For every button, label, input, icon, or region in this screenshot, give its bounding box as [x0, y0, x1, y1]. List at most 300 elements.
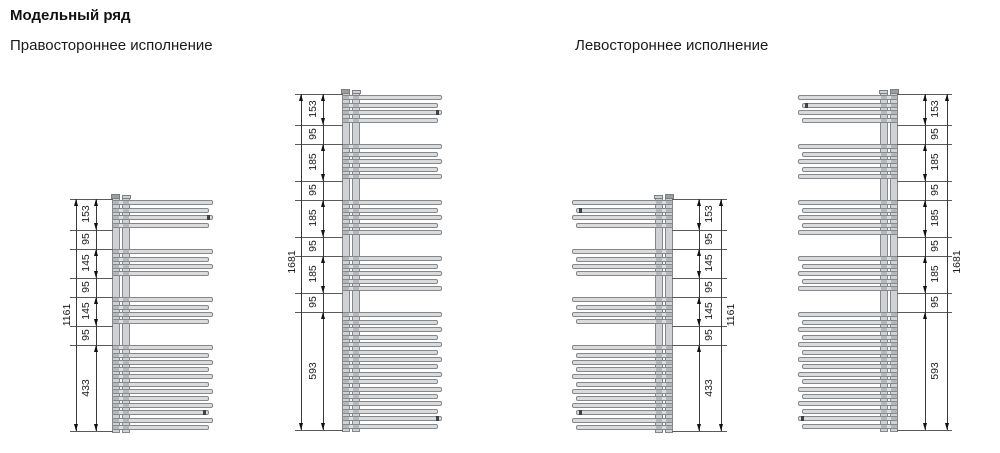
tube-pipe-junction — [891, 209, 897, 212]
tube-pipe-junction — [891, 313, 897, 316]
dim-arrow-down-icon — [697, 223, 701, 230]
tube-pipe-junction — [881, 336, 887, 339]
tube-pipe-junction — [656, 224, 662, 227]
tube-pipe-junction — [881, 231, 887, 234]
tube-pipe-junction — [666, 368, 672, 371]
segment-dimension-label: 95 — [307, 184, 319, 196]
dimension-line-segments — [96, 199, 97, 431]
segment-dimension-label: 185 — [307, 209, 319, 227]
tube-pipe-junction — [123, 258, 129, 261]
segment-dimension-label: 433 — [80, 379, 92, 397]
tube-pipe-junction — [113, 313, 119, 316]
tube-pipe-junction — [656, 258, 662, 261]
tube-pipe-junction — [343, 373, 349, 376]
tube-pipe-junction — [881, 402, 887, 405]
dimension-line-total — [721, 199, 722, 431]
tube-pipe-junction — [891, 153, 897, 156]
air-vent-plug — [436, 416, 439, 421]
tube-pipe-junction — [353, 425, 359, 428]
air-vent-plug — [436, 110, 439, 115]
dim-arrow-up-icon — [923, 144, 927, 151]
tube-pipe-junction — [666, 354, 672, 357]
tube-pipe-junction — [881, 153, 887, 156]
tube-pipe-junction — [881, 373, 887, 376]
tube-pipe-junction — [353, 272, 359, 275]
tube-pipe-junction — [891, 272, 897, 275]
tube-pipe-junction — [666, 258, 672, 261]
dimension-line-total — [301, 94, 302, 430]
tube-pipe-junction — [666, 306, 672, 309]
segment-dimension-label: 153 — [703, 205, 715, 224]
tube-pipe-junction — [891, 336, 897, 339]
segment-dimension-label: 145 — [703, 254, 715, 272]
tube-pipe-junction — [343, 351, 349, 354]
tube-pipe-junction — [123, 216, 129, 219]
segment-dimension-label: 95 — [929, 296, 941, 308]
tube-pipe-junction — [881, 168, 887, 171]
segment-dimension-label: 95 — [307, 240, 319, 252]
tube-pipe-junction — [881, 257, 887, 260]
tube-pipe-junction — [113, 390, 119, 393]
tube-pipe-junction — [343, 145, 349, 148]
dim-arrow-down-icon — [945, 423, 949, 430]
extension-line — [70, 431, 113, 432]
tube-pipe-junction — [353, 280, 359, 283]
tube-pipe-junction — [343, 388, 349, 391]
dim-arrow-up-icon — [923, 200, 927, 207]
tube-pipe-junction — [343, 111, 349, 114]
tube-pipe-junction — [891, 145, 897, 148]
dim-arrow-up-icon — [697, 249, 701, 256]
tube-pipe-junction — [656, 419, 662, 422]
tube-pipe-junction — [881, 209, 887, 212]
tube-pipe-junction — [343, 216, 349, 219]
tube-pipe-junction — [656, 216, 662, 219]
tube-pipe-junction — [891, 257, 897, 260]
dim-arrow-down-icon — [697, 271, 701, 278]
dimension-line-total — [76, 199, 77, 431]
tube-pipe-junction — [881, 104, 887, 107]
segment-dimension-label: 185 — [307, 153, 319, 171]
tube-pipe-junction — [343, 272, 349, 275]
tube-pipe-junction — [891, 402, 897, 405]
tube-pipe-junction — [656, 404, 662, 407]
tube-pipe-junction — [353, 111, 359, 114]
tube-pipe-junction — [666, 265, 672, 268]
dim-arrow-down-icon — [74, 424, 78, 431]
dim-arrow-up-icon — [94, 297, 98, 304]
tube-pipe-junction — [123, 397, 129, 400]
tube-pipe-junction — [123, 354, 129, 357]
tube-pipe-junction — [353, 153, 359, 156]
tube-pipe-junction — [881, 395, 887, 398]
extension-line — [295, 181, 343, 182]
extension-line — [295, 430, 343, 431]
total-dimension-label: 1161 — [61, 303, 73, 327]
tube-pipe-junction — [881, 328, 887, 331]
tube-pipe-junction — [656, 320, 662, 323]
tube-pipe-junction — [123, 306, 129, 309]
tube-pipe-junction — [891, 111, 897, 114]
dim-arrow-down-icon — [923, 423, 927, 430]
tube-pipe-junction — [881, 119, 887, 122]
tube-pipe-junction — [666, 209, 672, 212]
tube-pipe-junction — [656, 411, 662, 414]
tube-pipe-junction — [123, 265, 129, 268]
dim-arrow-down-icon — [321, 118, 325, 125]
tube-pipe-junction — [343, 104, 349, 107]
tube-pipe-junction — [891, 160, 897, 163]
tube-pipe-junction — [343, 321, 349, 324]
valve-cap — [654, 195, 663, 199]
tube-pipe-junction — [656, 209, 662, 212]
valve-cap — [352, 90, 361, 94]
tube-pipe-junction — [113, 397, 119, 400]
tube-pipe-junction — [123, 390, 129, 393]
segment-dimension-label: 593 — [929, 362, 941, 380]
dim-arrow-down-icon — [697, 319, 701, 326]
tube-pipe-junction — [891, 280, 897, 283]
tube-pipe-junction — [353, 380, 359, 383]
tube-pipe-junction — [656, 361, 662, 364]
tube-pipe-junction — [656, 426, 662, 429]
tube-pipe-junction — [343, 265, 349, 268]
dim-arrow-down-icon — [94, 319, 98, 326]
tube-pipe-junction — [343, 224, 349, 227]
tube-pipe-junction — [353, 104, 359, 107]
tube-pipe-junction — [113, 201, 119, 204]
air-vent-plug — [801, 416, 804, 421]
tube-pipe-junction — [343, 395, 349, 398]
tube-pipe-junction — [113, 272, 119, 275]
tube-pipe-junction — [881, 201, 887, 204]
tube-pipe-junction — [353, 119, 359, 122]
tube-pipe-junction — [353, 417, 359, 420]
tube-pipe-junction — [656, 397, 662, 400]
tube-pipe-junction — [666, 250, 672, 253]
tube-pipe-junction — [666, 224, 672, 227]
extension-line — [295, 293, 343, 294]
segment-dimension-label: 95 — [307, 128, 319, 140]
tube-pipe-junction — [353, 321, 359, 324]
dim-arrow-up-icon — [321, 94, 325, 101]
tube-pipe-junction — [113, 320, 119, 323]
tube-pipe-junction — [891, 328, 897, 331]
tube-pipe-junction — [656, 250, 662, 253]
extension-line — [295, 200, 343, 201]
segment-dimension-label: 153 — [929, 100, 941, 119]
tube-pipe-junction — [656, 272, 662, 275]
segment-dimension-label: 95 — [703, 329, 715, 341]
dim-arrow-up-icon — [321, 144, 325, 151]
tube-pipe-junction — [113, 250, 119, 253]
tube-pipe-junction — [353, 358, 359, 361]
tube-pipe-junction — [656, 368, 662, 371]
dim-arrow-up-icon — [719, 199, 723, 206]
air-vent-plug — [203, 410, 206, 415]
tube-pipe-junction — [891, 358, 897, 361]
tube-pipe-junction — [123, 368, 129, 371]
tube-pipe-junction — [891, 96, 897, 99]
dim-arrow-up-icon — [321, 312, 325, 319]
dim-arrow-up-icon — [94, 345, 98, 352]
dim-arrow-up-icon — [697, 345, 701, 352]
tube-pipe-junction — [113, 383, 119, 386]
tube-pipe-junction — [666, 298, 672, 301]
tube-pipe-junction — [353, 201, 359, 204]
tube-pipe-junction — [881, 96, 887, 99]
tube-pipe-junction — [343, 209, 349, 212]
dimension-line-segments — [699, 199, 700, 431]
tube-pipe-junction — [881, 313, 887, 316]
tube-pipe-junction — [656, 265, 662, 268]
tube-pipe-junction — [656, 306, 662, 309]
tube-pipe-junction — [113, 265, 119, 268]
tube-pipe-junction — [113, 209, 119, 212]
tube-pipe-junction — [123, 375, 129, 378]
tube-pipe-junction — [881, 265, 887, 268]
tube-pipe-junction — [353, 231, 359, 234]
dim-arrow-down-icon — [321, 286, 325, 293]
dim-arrow-up-icon — [299, 94, 303, 101]
tube-pipe-junction — [891, 388, 897, 391]
segment-dimension-label: 145 — [703, 302, 715, 320]
tube-pipe-junction — [891, 380, 897, 383]
tube-pipe-junction — [343, 257, 349, 260]
tube-pipe-junction — [666, 346, 672, 349]
dim-arrow-up-icon — [74, 199, 78, 206]
extension-line — [295, 144, 343, 145]
tube-pipe-junction — [666, 426, 672, 429]
tube-pipe-junction — [353, 395, 359, 398]
tube-pipe-junction — [891, 287, 897, 290]
segment-dimension-label: 593 — [307, 362, 319, 380]
page-title: Модельный ряд — [10, 7, 131, 24]
dim-arrow-up-icon — [923, 256, 927, 263]
tube-pipe-junction — [123, 346, 129, 349]
tube-pipe-junction — [353, 168, 359, 171]
tube-pipe-junction — [656, 313, 662, 316]
air-vent-plug — [579, 410, 582, 415]
tube-pipe-junction — [666, 397, 672, 400]
dim-arrow-up-icon — [697, 199, 701, 206]
segment-dimension-label: 153 — [80, 205, 92, 224]
tube-pipe-junction — [113, 224, 119, 227]
tube-pipe-junction — [343, 328, 349, 331]
tube-pipe-junction — [656, 201, 662, 204]
tube-pipe-junction — [656, 383, 662, 386]
tube-pipe-junction — [881, 343, 887, 346]
segment-dimension-label: 185 — [307, 265, 319, 283]
dim-arrow-down-icon — [321, 174, 325, 181]
segment-dimension-label: 95 — [929, 184, 941, 196]
tube-pipe-junction — [343, 96, 349, 99]
extension-line — [295, 125, 343, 126]
tube-pipe-junction — [891, 321, 897, 324]
dim-arrow-up-icon — [923, 312, 927, 319]
dim-arrow-down-icon — [321, 423, 325, 430]
air-vent-plug — [207, 215, 210, 220]
tube-pipe-junction — [343, 231, 349, 234]
tube-pipe-junction — [891, 216, 897, 219]
tube-pipe-junction — [123, 298, 129, 301]
tube-pipe-junction — [343, 417, 349, 420]
tube-pipe-junction — [113, 298, 119, 301]
segment-dimension-label: 95 — [80, 281, 92, 293]
tube-pipe-junction — [881, 410, 887, 413]
dim-arrow-down-icon — [299, 423, 303, 430]
tube-pipe-junction — [891, 175, 897, 178]
tube-pipe-junction — [123, 320, 129, 323]
tube-pipe-junction — [343, 358, 349, 361]
tube-pipe-junction — [891, 373, 897, 376]
dim-arrow-down-icon — [923, 118, 927, 125]
valve-cap — [879, 90, 888, 94]
dim-arrow-up-icon — [321, 200, 325, 207]
segment-dimension-label: 95 — [929, 128, 941, 140]
tube-pipe-junction — [343, 380, 349, 383]
tube-pipe-junction — [891, 119, 897, 122]
tube-pipe-junction — [113, 375, 119, 378]
segment-dimension-label: 153 — [307, 100, 319, 119]
tube-pipe-junction — [343, 365, 349, 368]
dim-arrow-down-icon — [94, 424, 98, 431]
tube-pipe-junction — [881, 417, 887, 420]
tube-pipe-junction — [343, 287, 349, 290]
tube-pipe-junction — [891, 231, 897, 234]
valve-cap — [122, 195, 131, 199]
segment-dimension-label: 95 — [80, 329, 92, 341]
tube-pipe-junction — [353, 336, 359, 339]
tube-pipe-junction — [353, 373, 359, 376]
tube-pipe-junction — [343, 343, 349, 346]
tube-pipe-junction — [353, 402, 359, 405]
tube-pipe-junction — [123, 201, 129, 204]
tube-pipe-junction — [123, 272, 129, 275]
segment-dimension-label: 145 — [80, 254, 92, 272]
tube-pipe-junction — [353, 343, 359, 346]
tube-pipe-junction — [113, 346, 119, 349]
dim-arrow-up-icon — [697, 297, 701, 304]
tube-pipe-junction — [881, 111, 887, 114]
tube-pipe-junction — [666, 320, 672, 323]
tube-pipe-junction — [113, 368, 119, 371]
segment-dimension-label: 433 — [703, 379, 715, 397]
tube-pipe-junction — [656, 375, 662, 378]
tube-pipe-junction — [353, 175, 359, 178]
tube-pipe-junction — [881, 365, 887, 368]
tube-pipe-junction — [353, 160, 359, 163]
segment-dimension-label: 95 — [703, 281, 715, 293]
tube-pipe-junction — [666, 419, 672, 422]
total-dimension-label: 1681 — [951, 250, 963, 274]
air-vent-plug — [579, 208, 582, 213]
tube-pipe-junction — [891, 410, 897, 413]
tube-pipe-junction — [343, 153, 349, 156]
tube-pipe-junction — [353, 287, 359, 290]
dim-arrow-down-icon — [94, 271, 98, 278]
tube-pipe-junction — [666, 390, 672, 393]
tube-pipe-junction — [123, 224, 129, 227]
dim-arrow-up-icon — [94, 199, 98, 206]
tube-pipe-junction — [343, 175, 349, 178]
dim-arrow-down-icon — [321, 230, 325, 237]
tube-pipe-junction — [353, 265, 359, 268]
tube-pipe-junction — [666, 411, 672, 414]
extension-line — [295, 237, 343, 238]
tube-pipe-junction — [666, 383, 672, 386]
tube-pipe-junction — [123, 411, 129, 414]
tube-pipe-junction — [123, 313, 129, 316]
tube-pipe-junction — [891, 425, 897, 428]
tube-pipe-junction — [113, 258, 119, 261]
segment-dimension-label: 95 — [703, 233, 715, 245]
heading-left-hand-version: Левостороннее исполнение — [575, 37, 769, 54]
tube-pipe-junction — [881, 272, 887, 275]
tube-pipe-junction — [353, 216, 359, 219]
tube-pipe-junction — [891, 201, 897, 204]
tube-pipe-junction — [343, 425, 349, 428]
tube-pipe-junction — [343, 280, 349, 283]
tube-pipe-junction — [666, 313, 672, 316]
dim-arrow-up-icon — [945, 94, 949, 101]
tube-pipe-junction — [113, 354, 119, 357]
tube-pipe-junction — [881, 160, 887, 163]
tube-pipe-junction — [113, 419, 119, 422]
total-dimension-label: 1161 — [725, 303, 737, 327]
tube-pipe-junction — [353, 257, 359, 260]
tube-pipe-junction — [113, 216, 119, 219]
tube-pipe-junction — [891, 351, 897, 354]
tube-pipe-junction — [353, 388, 359, 391]
tube-pipe-junction — [113, 404, 119, 407]
tube-pipe-junction — [656, 298, 662, 301]
tube-pipe-junction — [881, 224, 887, 227]
dim-arrow-down-icon — [923, 174, 927, 181]
tube-pipe-junction — [343, 410, 349, 413]
tube-pipe-junction — [353, 351, 359, 354]
tube-pipe-junction — [353, 365, 359, 368]
tube-pipe-junction — [891, 343, 897, 346]
tube-pipe-junction — [123, 209, 129, 212]
dim-arrow-down-icon — [697, 424, 701, 431]
dimension-line-total — [947, 94, 948, 430]
dim-arrow-up-icon — [321, 256, 325, 263]
tube-pipe-junction — [881, 287, 887, 290]
tube-pipe-junction — [656, 346, 662, 349]
dim-arrow-down-icon — [94, 223, 98, 230]
extension-line — [897, 430, 952, 431]
tube-pipe-junction — [343, 313, 349, 316]
dim-arrow-down-icon — [923, 230, 927, 237]
tube-pipe-junction — [881, 145, 887, 148]
tube-pipe-junction — [113, 361, 119, 364]
tube-pipe-junction — [343, 336, 349, 339]
tube-pipe-junction — [113, 426, 119, 429]
tube-pipe-junction — [891, 224, 897, 227]
segment-dimension-label: 185 — [929, 265, 941, 283]
tube-pipe-junction — [353, 96, 359, 99]
tube-pipe-junction — [666, 201, 672, 204]
segment-dimension-label: 145 — [80, 302, 92, 320]
tube-pipe-junction — [891, 265, 897, 268]
tube-pipe-junction — [123, 426, 129, 429]
tube-pipe-junction — [343, 119, 349, 122]
tube-pipe-junction — [353, 224, 359, 227]
tube-pipe-junction — [666, 216, 672, 219]
extension-line — [295, 256, 343, 257]
air-vent-plug — [805, 103, 808, 108]
